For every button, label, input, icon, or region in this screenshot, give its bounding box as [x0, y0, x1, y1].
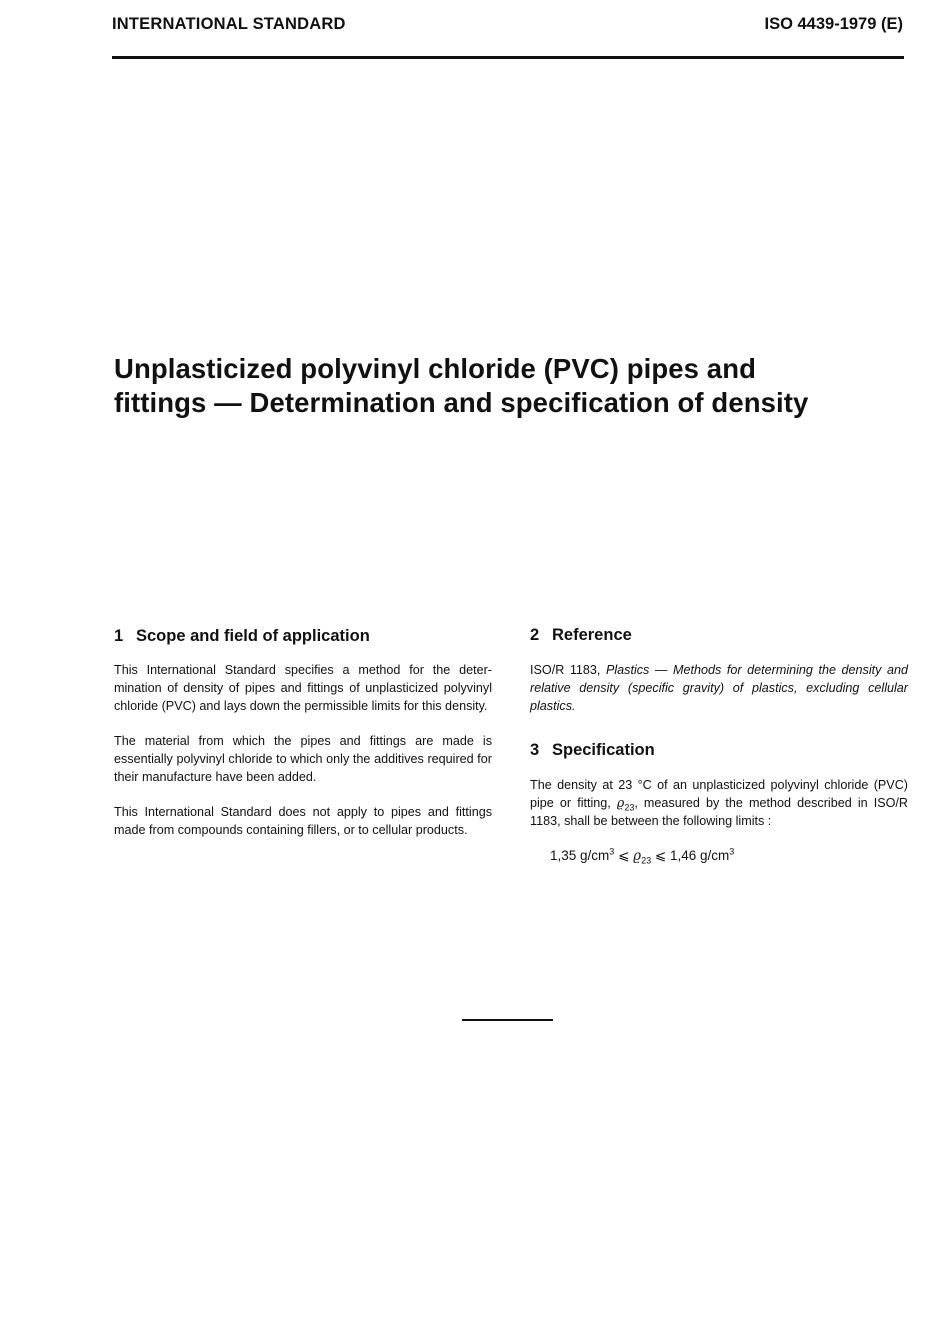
header-standard-number: ISO 4439-1979 (E) [764, 15, 903, 33]
section-title: Specification [552, 741, 655, 759]
document-title [114, 352, 904, 420]
section-heading-scope [114, 624, 492, 648]
formula-density-symbol: ϱ [633, 848, 642, 864]
document-title-line-2: fittings — Determination and specification of density [114, 387, 809, 418]
formula-exponent: 3 [609, 846, 615, 857]
section-number: 1 [114, 627, 124, 645]
density-subscript: 23 [624, 802, 635, 813]
section-title: Scope and field of application [136, 627, 370, 645]
specification-paragraph [530, 776, 908, 830]
spec-text-end: , measured by the method described in ISO/R 1183, shall be between the following limits : [530, 796, 908, 828]
header-rule [112, 56, 904, 59]
section-number: 2 [530, 626, 540, 644]
left-column [114, 624, 492, 839]
scope-paragraph-1: This International Standard specifies a method for the determination of density of pipes and fittings of unplasticized polyvinyl chloride (PVC) and lays down the permissible limits for this density. [114, 663, 492, 713]
right-column [530, 623, 908, 865]
reference-paragraph [530, 661, 908, 715]
spec-text-start: The density at 23 °C of an unplasticized polyvinyl chloride (PVC) pipe or fitting, [530, 778, 908, 810]
header-standard-type: INTERNATIONAL STANDARD [112, 15, 346, 33]
section-number: 3 [530, 741, 540, 759]
density-limits-formula [530, 847, 908, 865]
section-heading-reference [530, 623, 908, 647]
formula-leq: ⩽ [618, 848, 630, 863]
formula-lower-limit: 1,35 g/cm [550, 848, 610, 863]
formula-leq: ⩽ [654, 848, 667, 863]
density-symbol: ϱ [616, 795, 625, 810]
formula-density-subscript: 23 [641, 855, 652, 866]
formula-exponent: 3 [729, 846, 735, 857]
end-of-text-rule [462, 1019, 553, 1021]
scope-paragraph-3: This International Standard does not apply to pipes and fittings made from compounds containing fillers, or to cellular products. [114, 805, 492, 837]
document-title-line-1: Unplasticized polyvinyl chloride (PVC) pipes and [114, 353, 756, 384]
reference-document-title: Plastics — Methods for determining the density and relative density (specific gravity) of plastics, excluding cellular plastics. [530, 663, 908, 713]
formula-upper-limit: 1,46 g/cm [669, 848, 730, 863]
scope-paragraph-2: The material from which the pipes and fittings are made is essentially polyvinyl chloride to which only the additives required for their manufacture have been added. [114, 734, 492, 784]
reference-document-number: ISO/R 1183, [530, 663, 601, 677]
section-heading-specification [530, 738, 908, 762]
section-title: Reference [552, 626, 632, 644]
